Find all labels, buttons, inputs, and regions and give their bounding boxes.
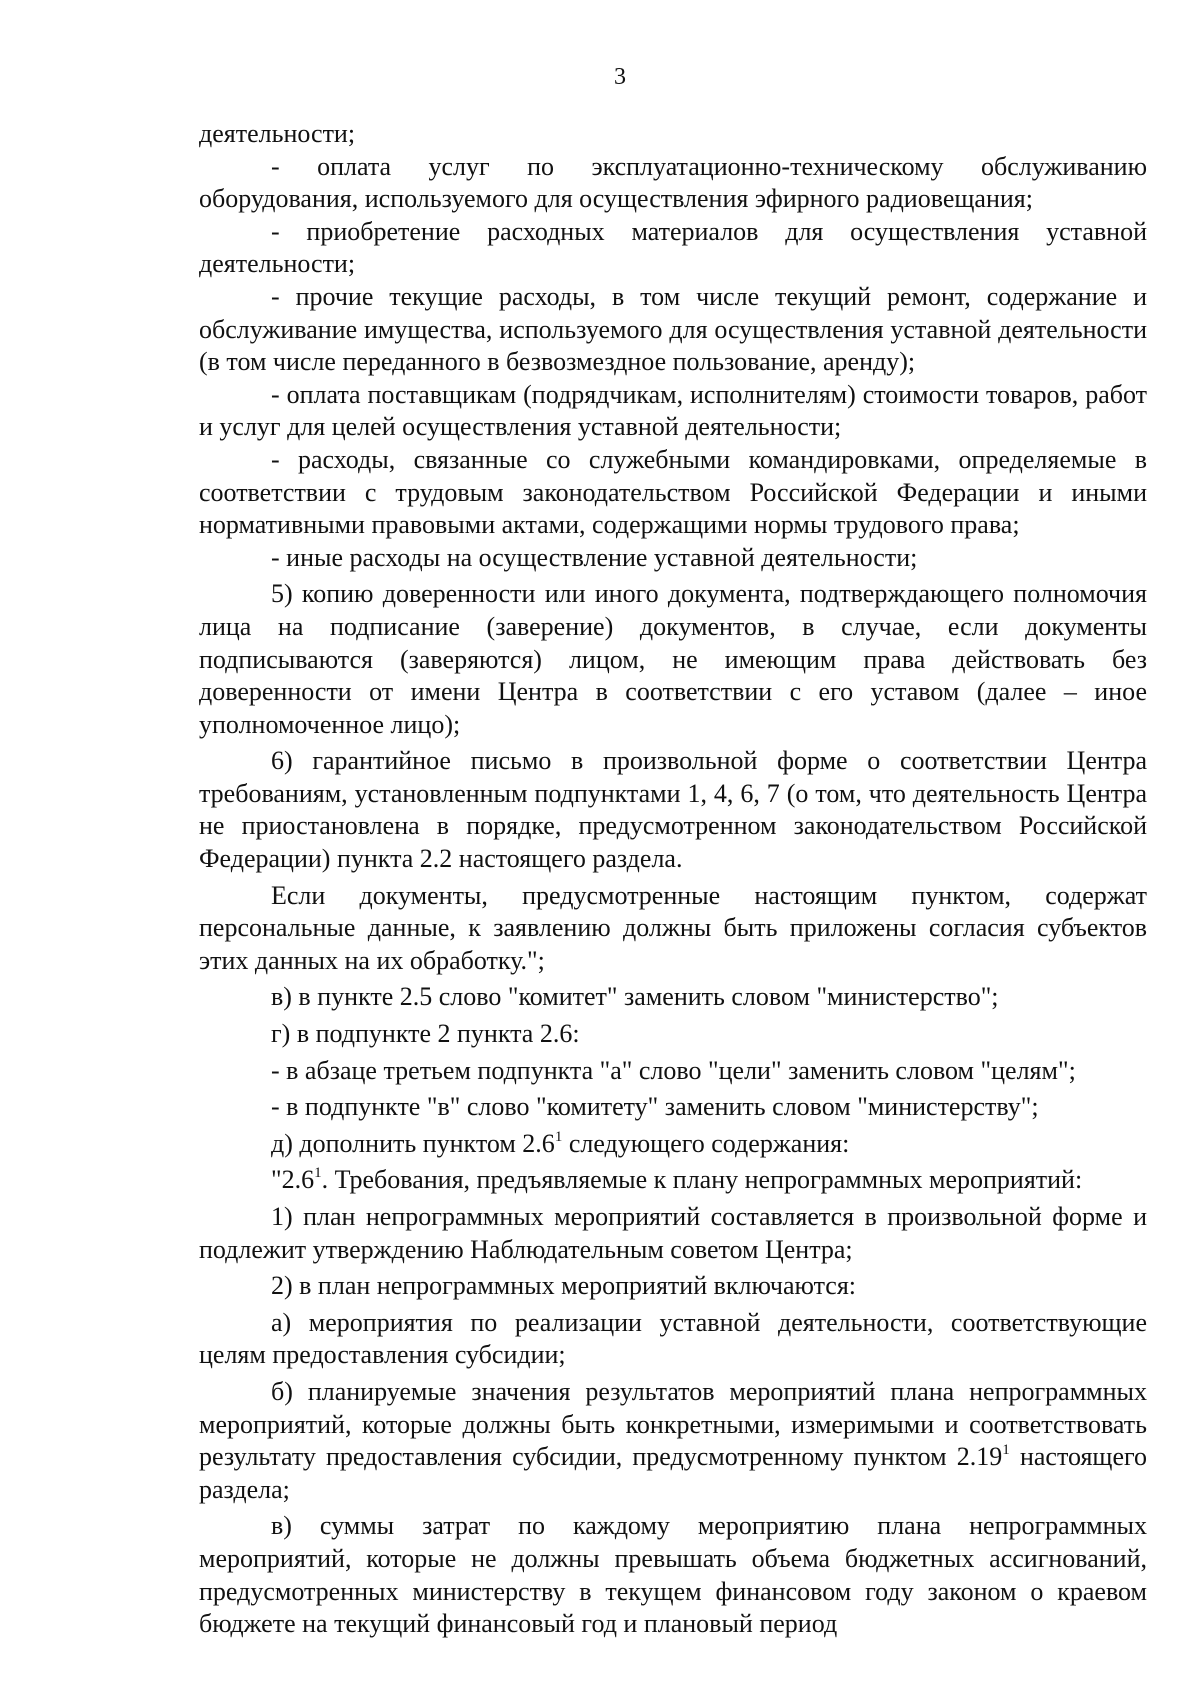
list-item-business-trips: - расходы, связанные со служебными командировками, определяемые в соответствии с трудовым законодательством Российской Федерации и иными нормативными правовыми актами, содержащими нормы трудового права; [199,444,1147,540]
list-item-supplier-payment: - оплата поставщикам (подрядчикам, исполнителям) стоимости товаров, работ и услуг для целей осуществления уставной деятельности; [199,379,1147,442]
paragraph-plan-item-1: 1) план непрограммных мероприятий составляется в произвольной форме и подлежит утверждению Наблюдательным советом Центра; [199,1202,1147,1264]
paragraph-amendment-v: в) в пункте 2.5 слово "комитет" заменить словом "министерство"; [271,982,999,1012]
paragraph-amendment-d-text: д) дополнить пунктом 2.6 [271,1128,555,1158]
paragraph-amendment-g: г) в подпункте 2 пункта 2.6: [271,1019,580,1049]
paragraph-plan-item-2v: в) суммы затрат по каждому мероприятию плана непрограммных мероприятий, которые не должны превышать объема бюджетных ассигнований, предусмотренных министерству в текущем финансовом году законом о краевом бюджете на текущий финансовый год и плановый период [199,1511,1147,1639]
paragraph-amendment-g-1: - в абзаце третьем подпункта "а" слово "цели" заменить словом "целям"; [271,1055,1076,1085]
paragraph-plan-item-2a: а) мероприятия по реализации уставной деятельности, соответствующие целям предоставления субсидии; [199,1307,1147,1370]
paragraph-amendment-g-2: - в подпункте "в" слово "комитету" заменить словом "министерству"; [271,1092,1039,1122]
paragraph-plan-item-2: 2) в план непрограммных мероприятий включаются: [271,1271,857,1301]
paragraph-plan-item-2b [199,1376,1147,1506]
paragraph-continuation: деятельности; [199,119,356,148]
list-item-current-expenses: - прочие текущие расходы, в том числе текущий ремонт, содержание и обслуживание имущества, используемого для осуществления уставной деятельности (в том числе переданного в безвозмездное пользование, аренду); [199,281,1147,377]
list-item-other-expenses: - иные расходы на осуществление уставной деятельности; [271,542,918,572]
page-number: 3 [614,64,626,90]
paragraph-item-6: 6) гарантийное письмо в произвольной форме о соответствии Центра требованиям, установленным подпунктами 1, 4, 6, 7 (о том, что деятельность Центра не приостановлена в порядке, предусмотренном законодательством Российской Федерации) пункта 2.2 настоящего раздела. [199,746,1147,874]
paragraph-personal-data: Если документы, предусмотренные настоящим пунктом, содержат персональные данные, к заявлению должны быть приложены согласия субъектов этих данных на их обработку."; [199,880,1147,975]
section-2-6-1-heading: . Требования, предъявляемые к плану непрограммных мероприятий: [321,1165,1083,1195]
paragraph-section-2-6-1 [199,1164,1147,1197]
superscript-mark: 1 [1002,1442,1010,1459]
paragraph-amendment-d-tail: следующего содержания: [562,1128,850,1158]
superscript-mark: 1 [314,1165,322,1182]
superscript-mark: 1 [554,1128,563,1145]
paragraph-item-5: 5) копию доверенности или иного документа, подтверждающего полномочия лица на подписание (заверение) документов, в случае, если документы подписываются (заверяются) лицом, не имеющим права действовать без доверенности от имени Центра в соответствии с его уставом (далее – иное уполномоченное лицо); [199,579,1147,739]
section-2-6-1-number: "2.6 [271,1165,315,1195]
list-item-consumables: - приобретение расходных материалов для осуществления уставной деятельности; [199,216,1147,279]
plan-item-2b-text: б) планируемые значения результатов мероприятий плана непрограммных мероприятий, которые должны быть конкретными, измеримыми и соответствовать результату предоставления субсидии, предусмотренному пунктом 2.19 [199,1376,1147,1472]
document-body [199,118,1147,1641]
paragraph-amendment-d [199,1128,1147,1161]
plan-item-2b-tail: настоящего раздела; [199,1442,1148,1504]
list-item-equipment-service: - оплата услуг по эксплуатационно-техническому обслуживанию оборудования, используемого для осуществления эфирного радиовещания; [199,151,1147,214]
